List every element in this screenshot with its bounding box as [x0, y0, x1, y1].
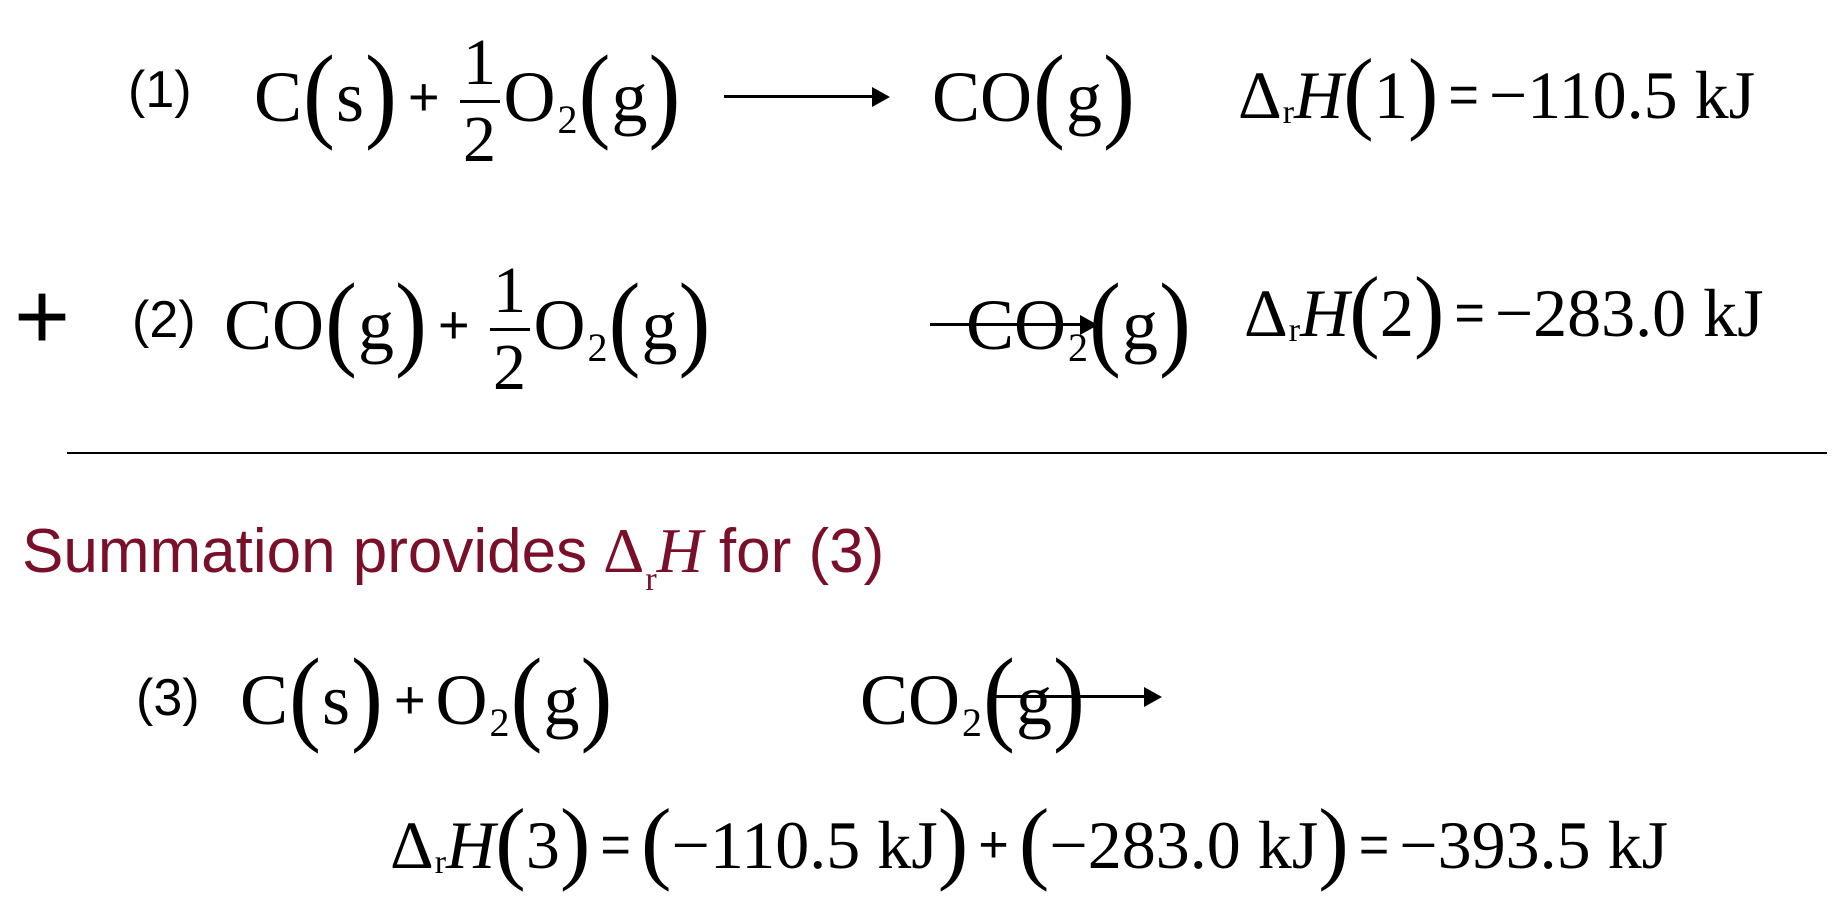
equation-2-enthalpy: Δ r H ( 2 ) = −283.0 kJ: [1244, 258, 1764, 360]
reactant-carbon: C: [254, 56, 303, 137]
enthalpy-value: −283.0 kJ: [1494, 274, 1764, 351]
equation-1-product: CO ( g ): [932, 33, 1135, 152]
term-1: −110.5 kJ: [671, 806, 938, 883]
equation-2-product: CO 2 ( g ): [966, 261, 1191, 380]
term-2: −283.0 kJ: [1049, 806, 1319, 883]
state-label: g: [611, 56, 648, 137]
fraction-one-half: $\frac{1}{2}$: [460, 30, 500, 173]
equation-1-enthalpy: Δ r H ( 1 ) = −110.5 kJ: [1238, 40, 1756, 142]
plus-sign: +: [408, 67, 440, 127]
equation-1-reaction: C ( s ) + $\frac{1}{2}$ O 2 ( g ): [254, 25, 681, 176]
total-enthalpy: −393.5 kJ: [1399, 806, 1669, 883]
state-label: s: [336, 56, 365, 137]
equation-1-number: (1): [128, 61, 192, 119]
equation-3-product: CO 2 ( g ): [860, 636, 1085, 755]
equation-3-number: (3): [136, 669, 200, 727]
enthalpy-value: −110.5 kJ: [1488, 56, 1756, 133]
reactant-oxygen: O: [503, 56, 556, 137]
subscript: 2: [557, 96, 578, 142]
equation-2-number: (2): [132, 291, 196, 349]
summation-caption: Summation provides $\Delta_rH$ for (3): [22, 515, 885, 598]
summation-divider: [67, 452, 1827, 454]
fraction-one-half: $\frac{1}{2}$: [490, 258, 530, 401]
equation-3-reaction: C ( s ) + O 2 ( g ): [240, 636, 613, 755]
summation-plus-sign: +: [14, 263, 71, 370]
reaction-arrow-icon: [724, 86, 890, 106]
result-enthalpy: Δ r H ( 3 ) = ( −110.5 kJ ) + ( −283.0 kJ ) = −393.5 kJ: [390, 790, 1669, 892]
equation-2-reaction: CO ( g ) + $\frac{1}{2}$ O 2 ( g ): [224, 253, 711, 404]
